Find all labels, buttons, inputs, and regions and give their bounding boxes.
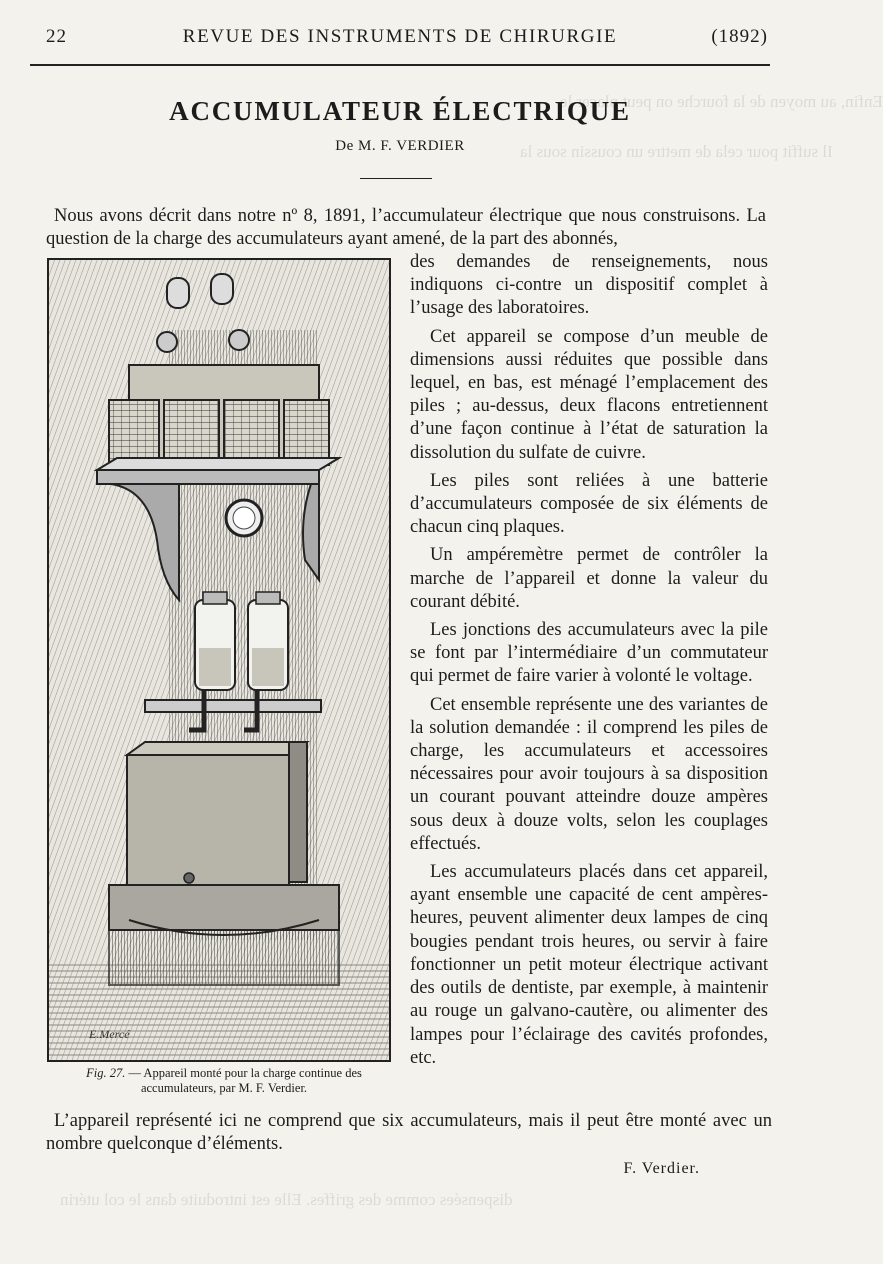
show-through-text: Il suffit pour cela de mettre un coussin sous la	[520, 142, 833, 161]
body-paragraph: Les jonctions des accumulateurs avec la pile se font par l’intermédiaire d’un commutateur qui permet de faire varier à volonté le voltage.	[410, 620, 768, 687]
closing-paragraph	[46, 1110, 772, 1156]
intro-paragraph: Nous avons décrit dans notre nº 8, 1891, l’accumulateur électrique que nous construisons. La question de la charge des accumulateurs ayant amené, de la part des abonnés,	[46, 206, 766, 250]
accumulator-cabinet-illustration	[49, 260, 389, 1060]
title-divider	[360, 178, 432, 179]
show-through-text: Enfin, au moyen de la fourche on peut placer le	[560, 92, 883, 111]
show-through-text: dispensées comme des griffes. Elle est introduite dans le col utérin	[60, 1190, 513, 1209]
body-paragraph: Les piles sont reliées à une batterie d’accumulateurs composée de six éléments de chacun cinq plaques.	[410, 470, 768, 538]
article-title: ACCUMULATEUR ÉLECTRIQUE	[169, 96, 631, 126]
body-paragraph: Les accumulateurs placés dans cet appareil, ayant ensemble une capacité de cent ampères-heures, peuvent alimenter deux lampes de cinq bougies pendant trois heures, ou servir à faire fonctionner un petit moteur électrique activant des outils de dentiste, par exemple, à maintenir au rouge un galvano-cautère, ou alimenter des lampes pour l’éclairage des cavités profondes, etc.	[410, 862, 768, 1068]
body-paragraph: Cet appareil se compose d’un meuble de dimensions aussi réduites que possible dans lequel, en bas, est ménagé l’emplacement des piles ; au-dessus, deux flacons entretiennent d’une façon continue à l’état de saturation la dissolution du sulfate de cuivre.	[410, 326, 768, 463]
year: (1892)	[711, 26, 768, 47]
body-paragraph: des demandes de renseignements, nous indiquons ci-contre un dispositif complet à l’usage des laboratoires.	[410, 252, 768, 319]
article-byline: De M. F. VERDIER	[335, 138, 465, 154]
running-header	[30, 22, 770, 52]
closing-text: L’appareil représenté ici ne comprend que six accumulateurs, mais il peut être monté avec un nombre quelconque d’éléments.	[46, 1111, 772, 1155]
author-signature: F. Verdier.	[623, 1160, 700, 1177]
header-rule	[30, 64, 770, 66]
body-paragraph: Un ampéremètre permet de contrôler la marche de l’appareil et donne la valeur du courant débité.	[410, 545, 768, 612]
figure-label: Fig. 27.	[86, 1066, 126, 1080]
engraver-signature: E.Mercé	[89, 1027, 130, 1041]
page-number: 22	[46, 26, 67, 47]
running-title: REVUE DES INSTRUMENTS DE CHIRURGIE	[182, 26, 618, 47]
figure-caption	[64, 1066, 384, 1096]
article-body-column	[410, 251, 768, 1070]
body-paragraph: Cet ensemble représente une des variantes de la solution demandée : il comprend les piles de charge, les accumulateurs et accessoires nécessaires pour avoir toujours à sa disposition un courant pouvant atteindre douze ampères sous deux à douze volts, selon les couplages effectués.	[410, 694, 768, 854]
figure-engraving	[47, 258, 391, 1062]
figure-caption-text: — Appareil monté pour la charge continue des accumulateurs, par M. F. Verdier.	[128, 1066, 362, 1095]
